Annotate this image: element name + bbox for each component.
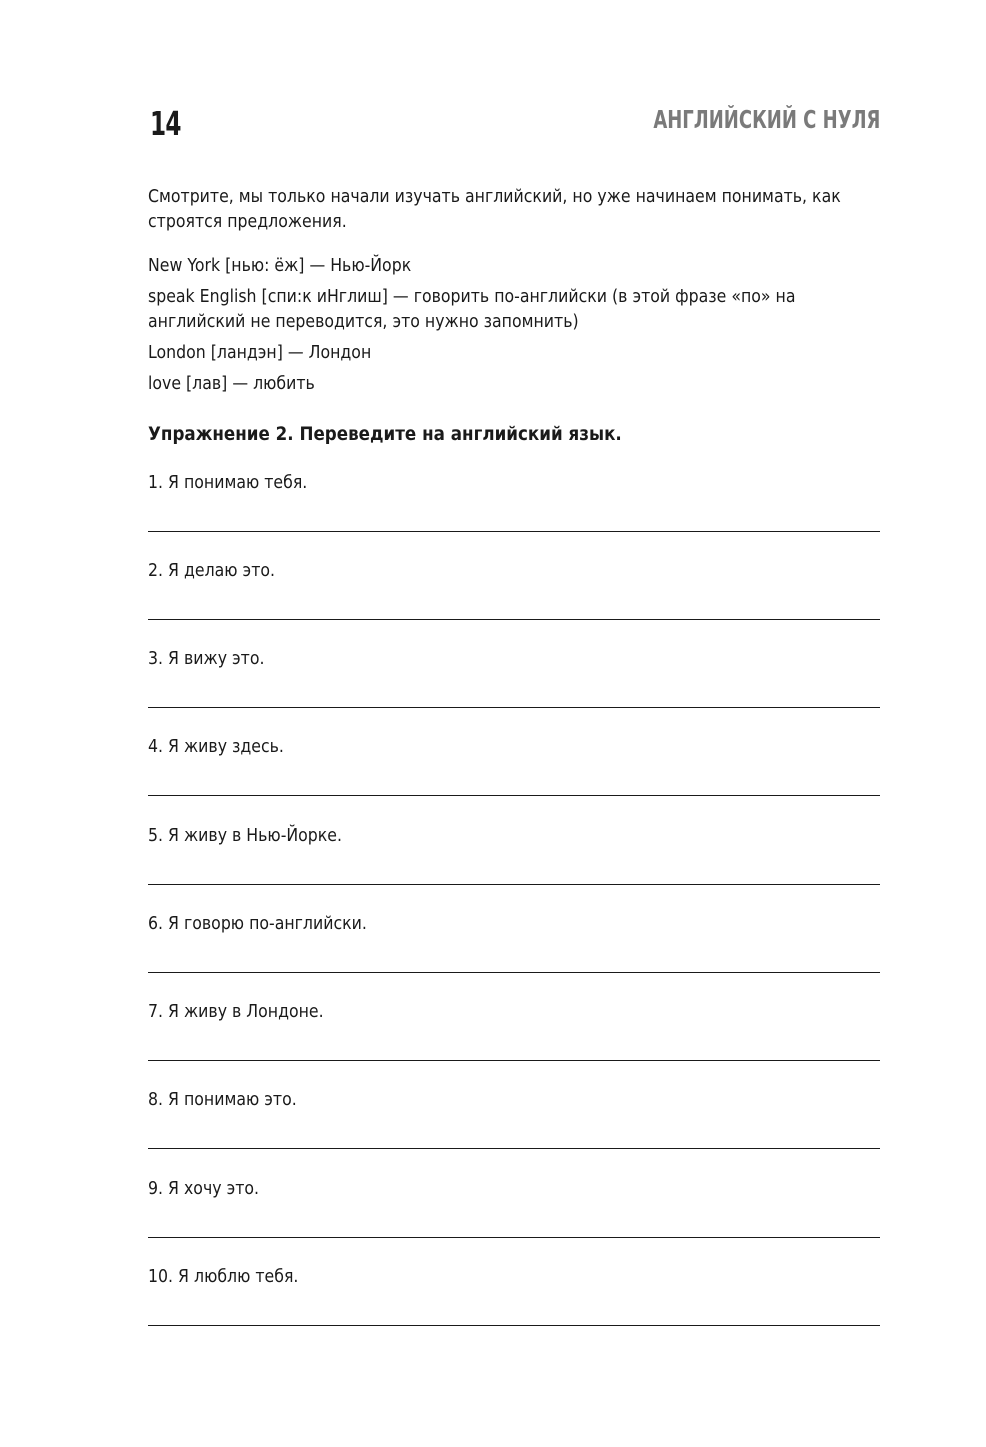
exercise-title: Упражнение 2. Переведите на английский язык. [148, 423, 622, 445]
vocab-item: love [лав] — любить [148, 374, 315, 394]
answer-line[interactable] [148, 1237, 880, 1238]
answer-line[interactable] [148, 972, 880, 973]
intro-paragraph: Смотрите, мы только начали изучать английский, но уже начинаем понимать, как строятся предложения. [148, 187, 841, 232]
answer-line[interactable] [148, 707, 880, 708]
answer-line[interactable] [148, 1325, 880, 1326]
page-number: 14 [150, 104, 181, 143]
exercise-task: 3. Я вижу это. [148, 649, 265, 669]
exercise-task: 7. Я живу в Лондоне. [148, 1002, 324, 1022]
exercise-task: 10. Я люблю тебя. [148, 1267, 299, 1287]
answer-line[interactable] [148, 884, 880, 885]
vocab-item: London [ландэн] — Лондон [148, 343, 372, 363]
body-text [148, 185, 883, 403]
exercise-task: 6. Я говорю по-английски. [148, 914, 367, 934]
vocab-item: New York [нью: ёж] — Нью-Йорк [148, 256, 412, 276]
exercise-task: 1. Я понимаю тебя. [148, 473, 308, 493]
answer-line[interactable] [148, 531, 880, 532]
answer-line[interactable] [148, 1148, 880, 1149]
answer-line[interactable] [148, 1060, 880, 1061]
running-title: АНГЛИЙСКИЙ С НУЛЯ [652, 105, 880, 134]
exercise-task: 8. Я понимаю это. [148, 1090, 297, 1110]
exercise-task: 9. Я хочу это. [148, 1179, 260, 1199]
vocab-item: speak English [спи:к иНглиш] — говорить по-английски (в этой фразе «по» на английский не переводится, это нужно запомнить) [148, 287, 796, 332]
answer-line[interactable] [148, 795, 880, 796]
exercise-task: 4. Я живу здесь. [148, 737, 284, 757]
exercise-task: 5. Я живу в Нью-Йорке. [148, 826, 343, 846]
answer-line[interactable] [148, 619, 880, 620]
exercise-task: 2. Я делаю это. [148, 561, 276, 581]
